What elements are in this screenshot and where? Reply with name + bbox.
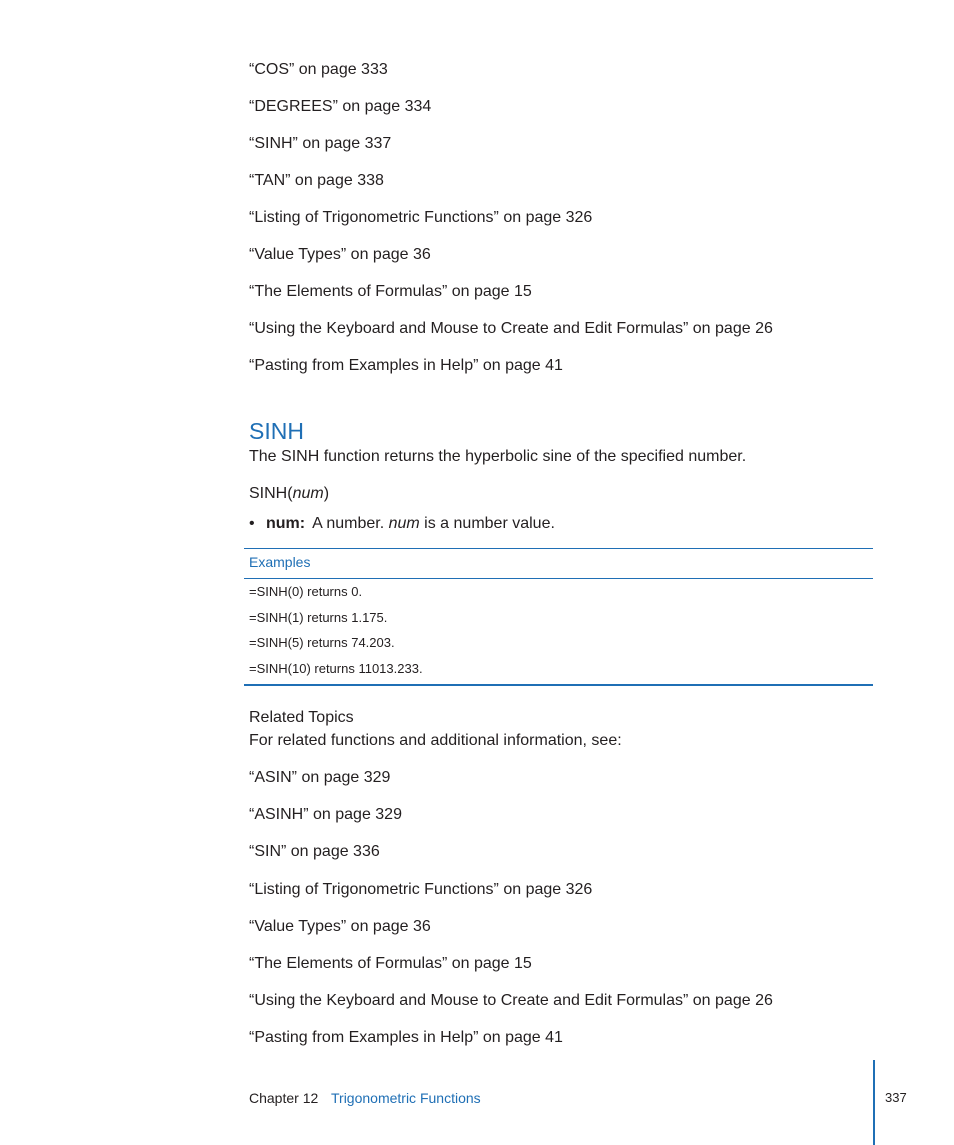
- example-line: =SINH(0) returns 0.: [249, 584, 363, 599]
- examples-top-rule: [244, 548, 873, 549]
- related-topics-intro: For related functions and additional information, see:: [249, 732, 622, 749]
- footer-page-number: 337: [885, 1090, 907, 1105]
- syntax-argument: num: [292, 485, 324, 502]
- footer-chapter-label: Chapter 12: [249, 1090, 319, 1106]
- related-link-sin[interactable]: “SIN” on page 336: [249, 843, 380, 860]
- related-link-cos[interactable]: “COS” on page 333: [249, 61, 388, 78]
- related-link-keyboard-mouse[interactable]: “Using the Keyboard and Mouse to Create and Edit Formulas” on page 26: [249, 320, 773, 337]
- function-syntax: [249, 484, 329, 504]
- related-link-sinh[interactable]: “SINH” on page 337: [249, 135, 392, 152]
- related-link-elements[interactable]: “The Elements of Formulas” on page 15: [249, 955, 532, 972]
- syntax-open-paren: (: [287, 485, 293, 502]
- footer-chapter-title: Trigonometric Functions: [331, 1090, 481, 1106]
- related-link-asinh[interactable]: “ASINH” on page 329: [249, 806, 402, 823]
- argument-italic: num: [388, 515, 420, 532]
- bullet-dot-icon: •: [249, 515, 255, 532]
- related-link-listing[interactable]: “Listing of Trigonometric Functions” on page 326: [249, 209, 593, 226]
- related-link-keyboard-mouse[interactable]: “Using the Keyboard and Mouse to Create and Edit Formulas” on page 26: [249, 992, 773, 1009]
- section-title: SINH: [249, 418, 304, 444]
- related-link-degrees[interactable]: “DEGREES” on page 334: [249, 98, 432, 115]
- example-line: =SINH(1) returns 1.175.: [249, 610, 388, 625]
- related-link-elements[interactable]: “The Elements of Formulas” on page 15: [249, 283, 532, 300]
- footer-vertical-rule: [873, 1060, 875, 1145]
- argument-name: num:: [266, 515, 306, 532]
- related-link-pasting[interactable]: “Pasting from Examples in Help” on page 41: [249, 1029, 563, 1046]
- argument-text-before: A number.: [312, 515, 389, 532]
- examples-heading: Examples: [249, 554, 311, 570]
- related-link-asin[interactable]: “ASIN” on page 329: [249, 769, 391, 786]
- examples-bottom-rule: [244, 684, 873, 686]
- argument-text-after: is a number value.: [419, 515, 555, 532]
- related-link-pasting[interactable]: “Pasting from Examples in Help” on page 41: [249, 357, 563, 374]
- related-link-listing[interactable]: “Listing of Trigonometric Functions” on page 326: [249, 881, 593, 898]
- argument-bullet: [249, 514, 555, 534]
- section-description: The SINH function returns the hyperbolic sine of the specified number.: [249, 448, 747, 465]
- example-line: =SINH(5) returns 74.203.: [249, 635, 395, 650]
- example-line: =SINH(10) returns 11013.233.: [249, 661, 423, 676]
- related-link-value-types[interactable]: “Value Types” on page 36: [249, 918, 431, 935]
- related-link-tan[interactable]: “TAN” on page 338: [249, 172, 384, 189]
- syntax-close-paren: ): [323, 485, 330, 502]
- examples-header-rule: [244, 578, 873, 579]
- related-topics-heading: Related Topics: [249, 709, 354, 726]
- syntax-function-name: SINH: [249, 485, 288, 502]
- related-link-value-types[interactable]: “Value Types” on page 36: [249, 246, 431, 263]
